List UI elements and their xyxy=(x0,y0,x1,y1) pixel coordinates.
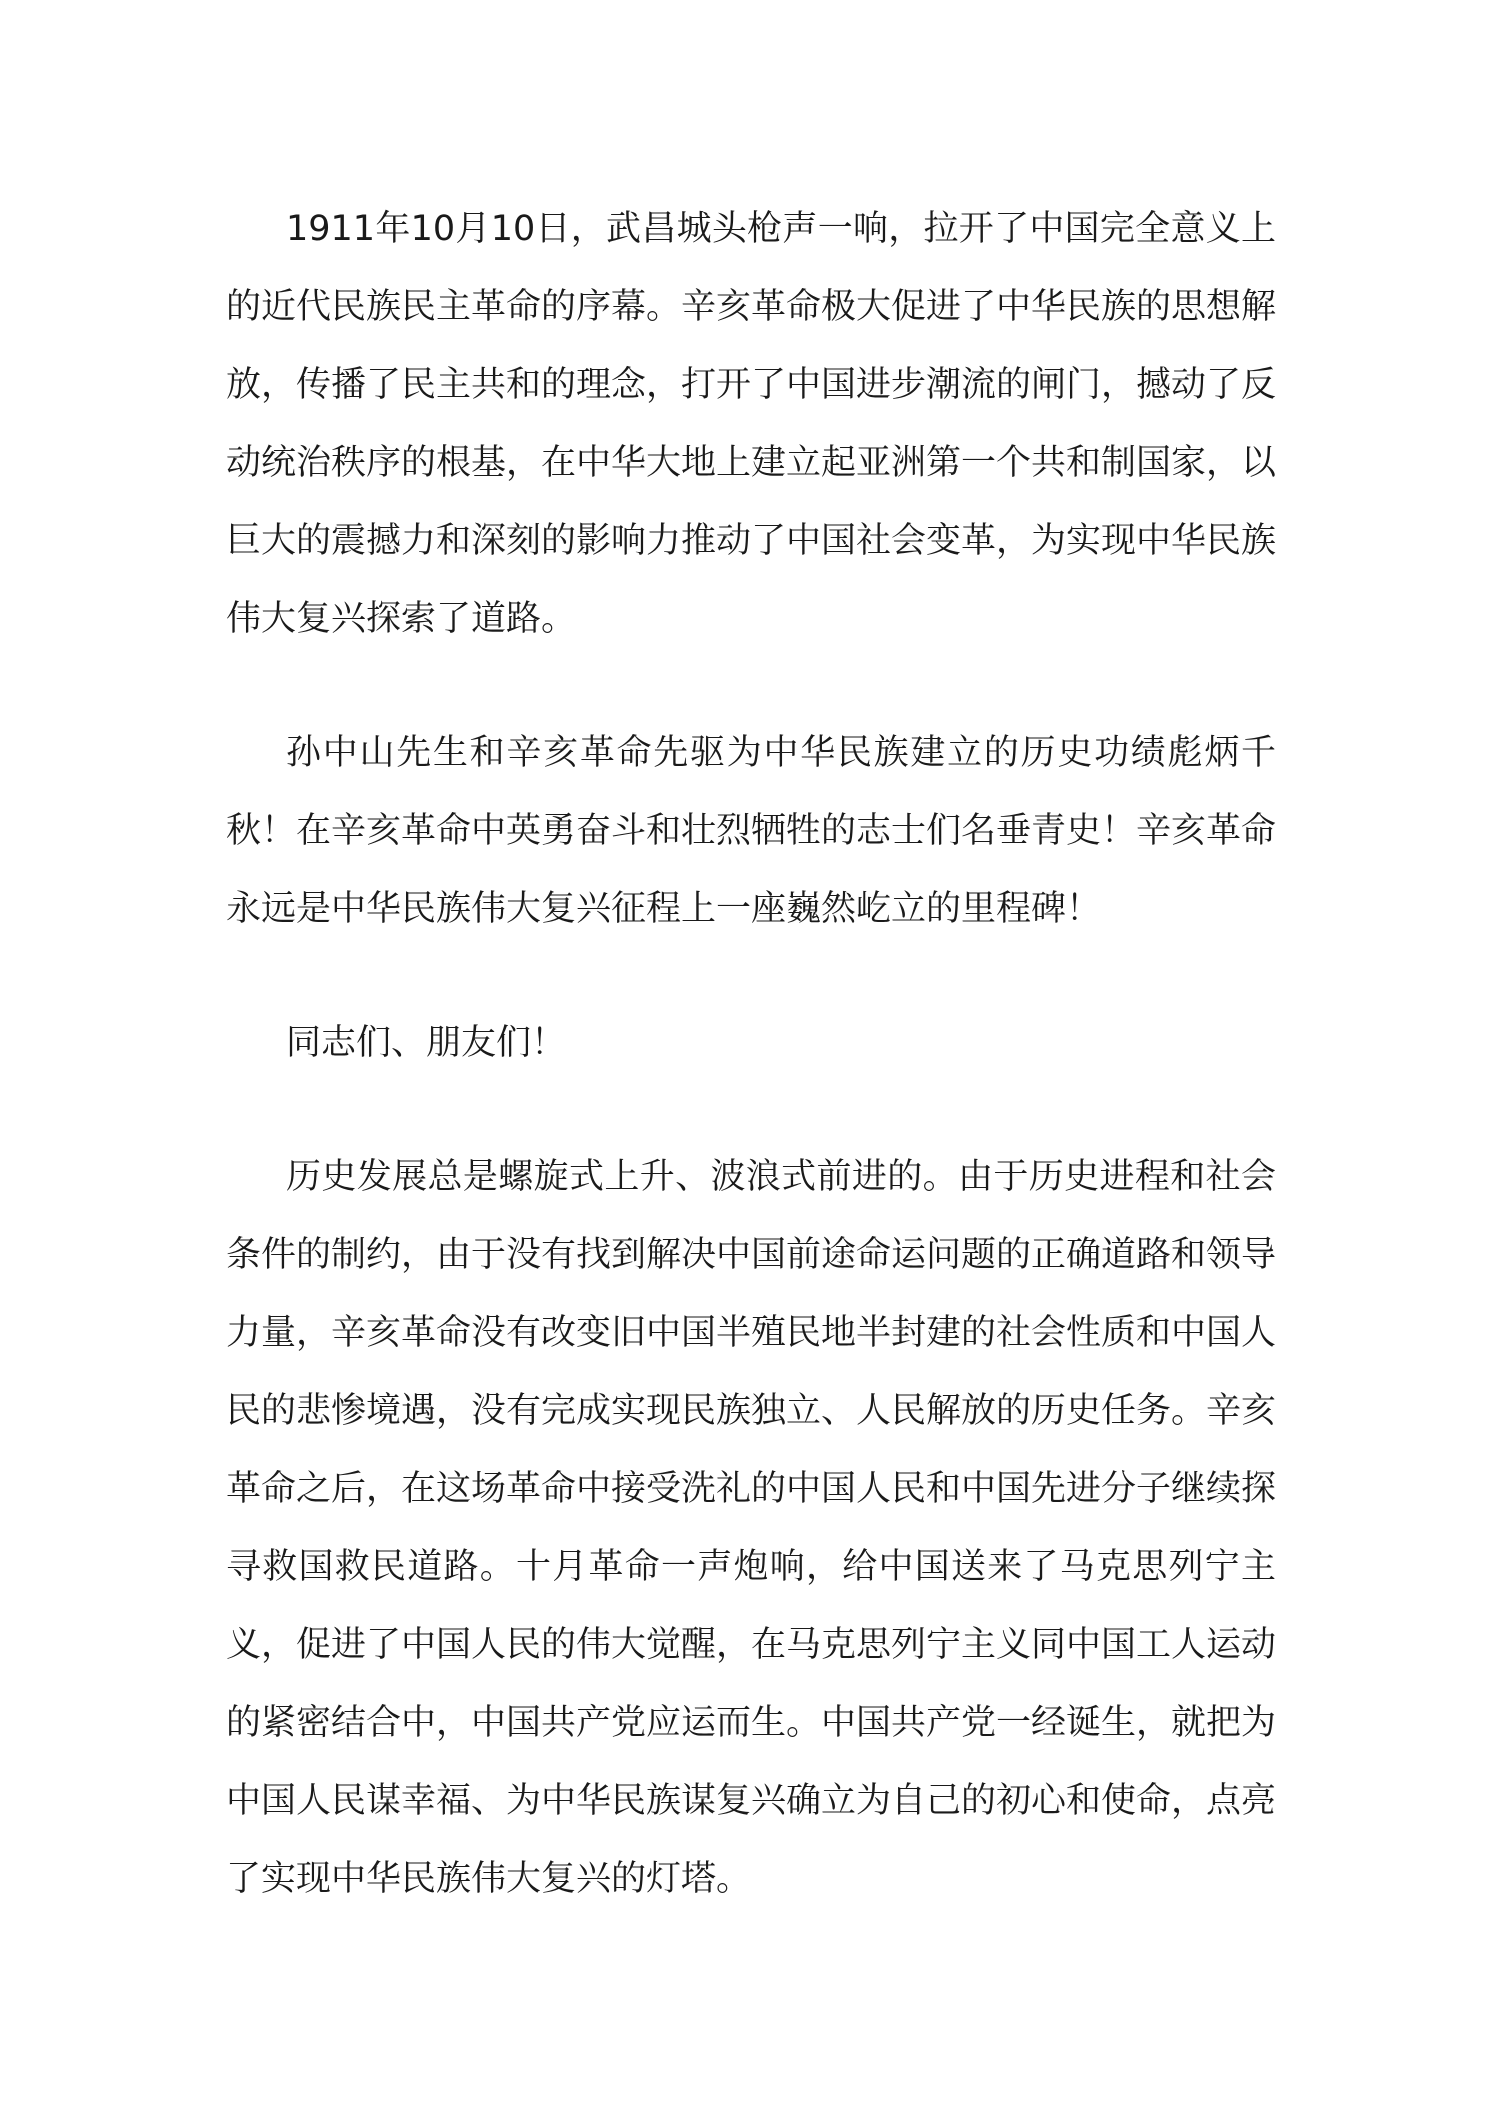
paragraph-1: 1911年10月10日，武昌城头枪声一响，拉开了中国完全意义上的近代民族民主革命的序幕。辛亥革命极大促进了中华民族的思想解放，传播了民主共和的理念，打开了中国进步潮流的闸门，撼动了反动统治秩序的根基，在中华大地上建立起亚洲第一个共和制国家，以巨大的震撼力和深刻的影响力推动了中国社会变革，为实现中华民族伟大复兴探索了道路。 xyxy=(226,209,1277,639)
body-text xyxy=(226,190,1276,1974)
paragraph-4: 历史发展总是螺旋式上升、波浪式前进的。由于历史进程和社会条件的制约，由于没有找到解决中国前途命运问题的正确道路和领导力量，辛亥革命没有改变旧中国半殖民地半封建的社会性质和中国人民的悲惨境遇，没有完成实现民族独立、人民解放的历史任务。辛亥革命之后，在这场革命中接受洗礼的中国人民和中国先进分子继续探寻救国救民道路。十月革命一声炮响，给中国送来了马克思列宁主义，促进了中国人民的伟大觉醒，在马克思列宁主义同中国工人运动的紧密结合中，中国共产党应运而生。中国共产党一经诞生，就把为中国人民谋幸福、为中华民族谋复兴确立为自己的初心和使命，点亮了实现中华民族伟大复兴的灯塔。 xyxy=(226,1157,1277,1899)
paragraph-2: 孙中山先生和辛亥革命先驱为中华民族建立的历史功绩彪炳千秋！在辛亥革命中英勇奋斗和壮烈牺牲的志士们名垂青史！辛亥革命永远是中华民族伟大复兴征程上一座巍然屹立的里程碑！ xyxy=(226,733,1277,929)
paragraph-3: 同志们、朋友们！ xyxy=(286,1023,567,1063)
